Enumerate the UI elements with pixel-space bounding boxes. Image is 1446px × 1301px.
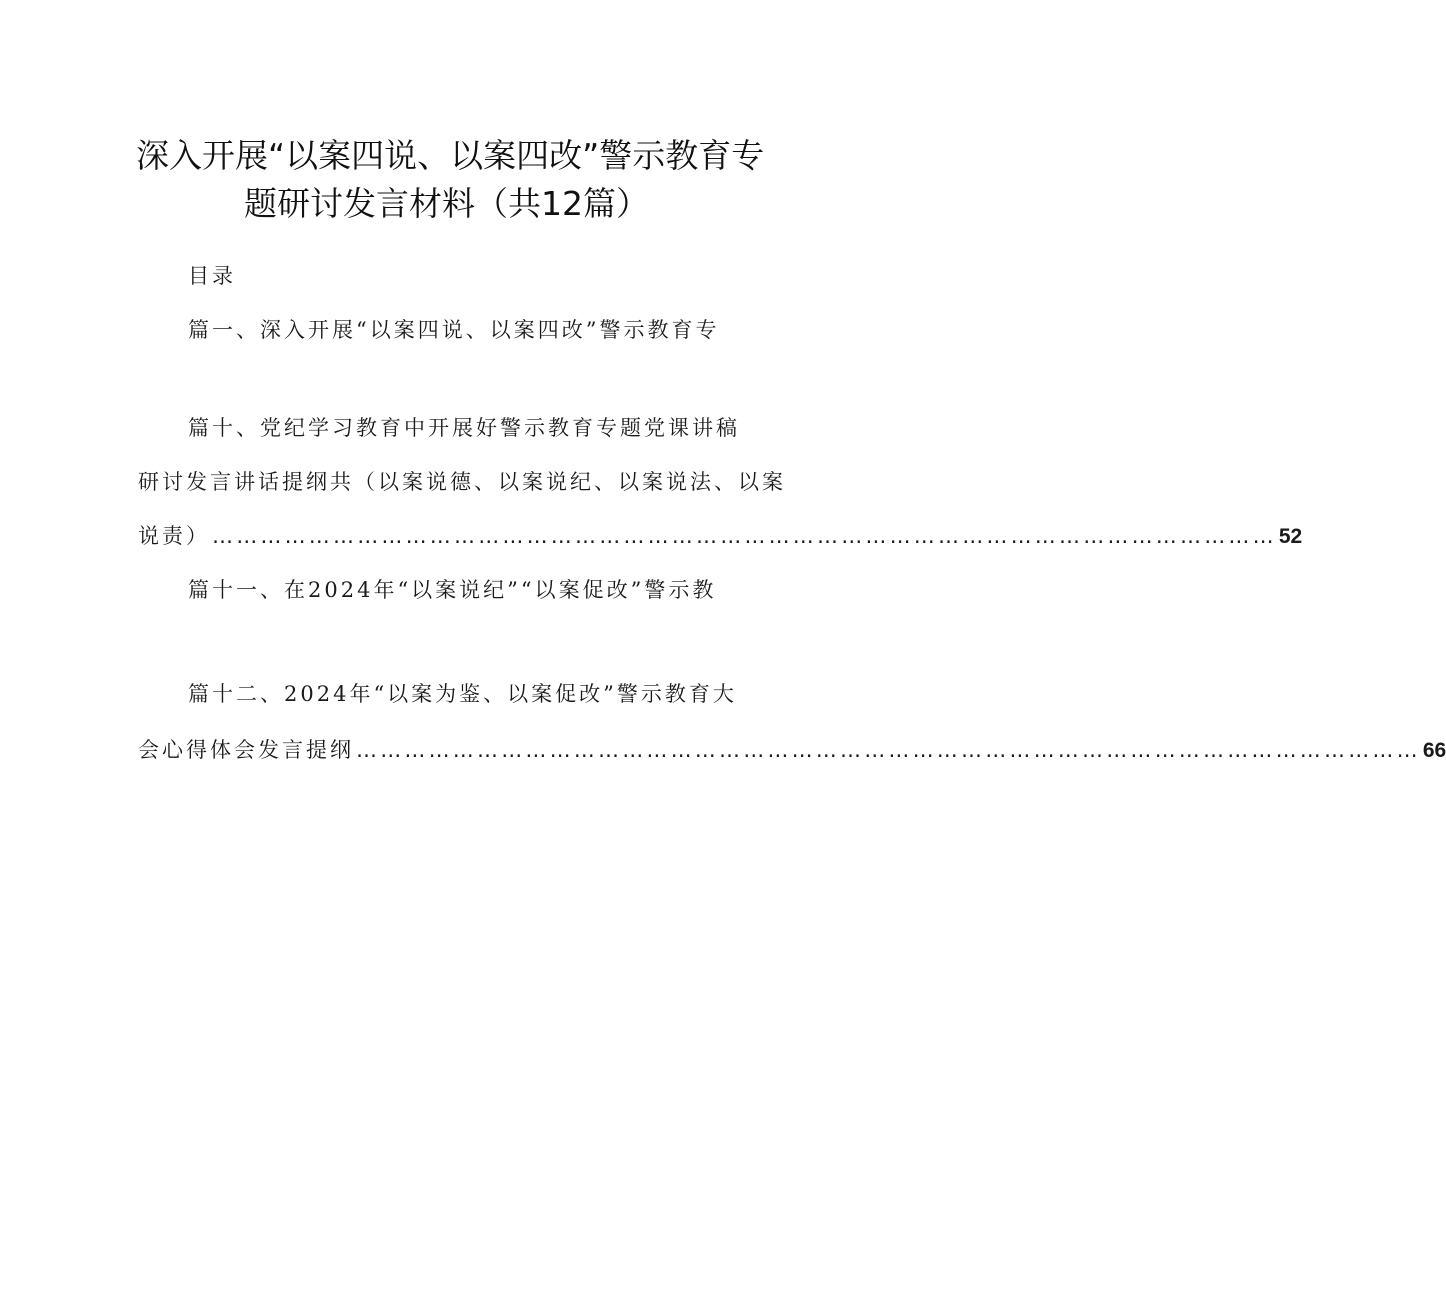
- toc-entry-title-end: 说责）: [138, 524, 210, 548]
- toc-entry-title: 篇十一、在2024年“以案说纪”“以案促改”警示教: [188, 578, 717, 602]
- title-line-2: 题研讨发言材料（共12篇）: [244, 184, 649, 223]
- toc-entry-title: 篇十、党纪学习教育中开展好警示教育专题党课讲稿: [188, 416, 740, 440]
- toc-entry-title: 篇一、深入开展“以案四说、以案四改”警示教育专: [188, 318, 720, 342]
- toc-page-number: 66: [1422, 739, 1446, 762]
- toc-entry-title-end: 会心得体会发言提纲: [138, 738, 354, 762]
- toc-entry-title: 篇十二、2024年“以案为鉴、以案促改”警示教育大: [188, 682, 737, 706]
- toc-entry-title-continued: 研讨发言讲话提纲共（以案说德、以案说纪、以案说法、以案: [138, 470, 786, 494]
- dot-leader: ……………………………………………………………………………………………………………………: [212, 524, 1277, 548]
- toc-page-number: 52: [1278, 525, 1303, 548]
- dot-leader: ……………………………………………………………………………………………………………………: [356, 738, 1421, 762]
- document-title: [60, 132, 820, 228]
- title-line-1: 深入开展“以案四说、以案四改”警示教育专: [136, 136, 765, 175]
- toc-entry-leader-row: [138, 734, 1446, 764]
- toc-entry-leader-row: [138, 520, 1303, 550]
- toc-heading: 目录: [188, 264, 236, 288]
